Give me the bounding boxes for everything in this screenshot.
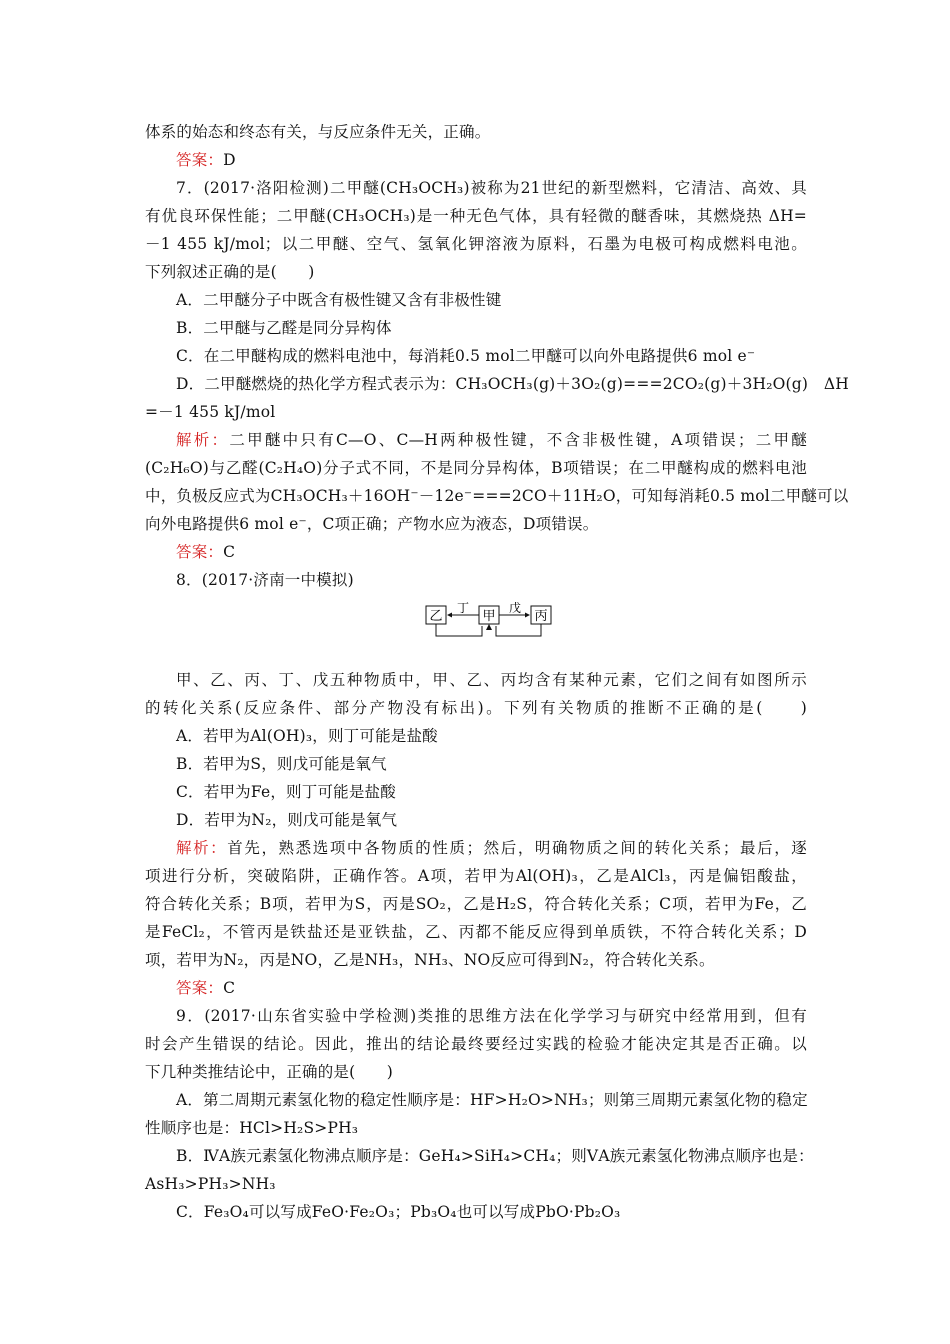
question-8-stem: 8．(2017·济南一中模拟) [176,571,354,589]
answer-line [176,978,235,998]
option-a: A．若甲为Al(OH)₃，则丁可能是盐酸 [176,727,438,745]
option-b: B．ⅣA族元素氢化物沸点顺序是：GeH₄>SiH₄>CH₄；则ⅤA族元素氢化物沸点顺序也是： [176,1147,814,1165]
explanation-text: 首先，熟悉选项中各物质的性质；然后，明确物质之间的转化关系；最后，逐 [227,839,807,857]
explanation-line [176,430,807,450]
text-line: 符合转化关系；B项，若甲为S，丙是SO₂，乙是H₂S，符合转化关系；C项，若甲为Fe，乙 [145,895,807,913]
text-line: 项进行分析，突破陷阱，正确作答。A项，若甲为Al(OH)₃，乙是AlCl₃，丙是偏铝酸盐， [145,867,807,885]
conversion-diagram [424,602,554,642]
answer-label: 答案： [176,151,224,169]
text-line: 甲、乙、丙、丁、戊五种物质中，甲、乙、丙均含有某种元素，它们之间有如图所示 [176,671,807,689]
arrowhead-yi [447,613,452,618]
text-line: AsH₃>PH₃>NH₃ [145,1175,276,1193]
text-line: 项，若甲为N₂，丙是NO，乙是NH₃，NH₃、NO反应可得到N₂，符合转化关系。 [145,951,715,969]
explanation-label: 解析： [176,839,228,857]
text-line: 的转化关系(反应条件、部分产物没有标出)。下列有关物质的推断不正确的是( ) [145,699,807,717]
arrow-yi-to-jia [436,624,482,636]
answer-label: 答案： [176,979,224,997]
arrow-bing-to-jia [496,624,541,636]
answer-label: 答案： [176,543,224,561]
option-a: A．二甲醚分子中既含有极性键又含有非极性键 [176,291,502,309]
explanation-line [176,838,807,858]
text-line: 是FeCl₂，不管丙是铁盐还是亚铁盐，乙、丙都不能反应得到单质铁，不符合转化关系；D [145,923,807,941]
answer-value: C [223,979,236,997]
box-bing-label: 丙 [534,609,548,624]
text-line: 有优良环保性能；二甲醚(CH₃OCH₃)是一种无色气体，具有轻微的醚香味，其燃烧热 ΔH= [145,207,807,225]
arrowhead-bing [525,613,530,618]
answer-line [176,542,235,562]
explanation-text: 二甲醚中只有C—O、C—H两种极性键，不含非极性键，A项错误；二甲醚 [229,431,807,449]
option-b: B．若甲为S，则戊可能是氧气 [176,755,387,773]
option-b: B．二甲醚与乙醛是同分异构体 [176,319,392,337]
text-line: 体系的始态和终态有关，与反应条件无关，正确。 [145,123,491,141]
option-c: C．在二甲醚构成的燃料电池中，每消耗0.5 mol二甲醚可以向外电路提供6 mol e⁻ [176,347,756,365]
option-c: C．Fe₃O₄可以写成FeO·Fe₂O₃；Pb₃O₄也可以写成PbO·Pb₂O₃ [176,1203,621,1221]
answer-value: D [223,151,236,169]
text-line: 下列叙述正确的是( ) [145,263,315,281]
text-line: 中，负极反应式为CH₃OCH₃＋16OH⁻－12e⁻===2CO＋11H₂O，可知每消耗0.5 mol二甲醚可以 [145,487,849,505]
box-yi-label: 乙 [429,609,443,624]
question-9-stem: 9．(2017·山东省实验中学检测)类推的思维方法在化学学习与研究中经常用到，但有 [176,1007,807,1025]
label-wu: 戊 [508,602,522,615]
text-line: 向外电路提供6 mol e⁻，C项正确；产物水应为液态，D项错误。 [145,515,599,533]
question-7-stem: 7．(2017·洛阳检测)二甲醚(CH₃OCH₃)被称为21世纪的新型燃料，它清洁、高效、具 [176,179,807,197]
text-line: (C₂H₆O)与乙醛(C₂H₄O)分子式不同，不是同分异构体，B项错误；在二甲醚构成的燃料电池 [145,459,807,477]
text-line: 下几种类推结论中，正确的是( ) [145,1063,393,1081]
arrowhead-jia [486,624,492,630]
option-c: C．若甲为Fe，则丁可能是盐酸 [176,783,396,801]
text-line: 时会产生错误的结论。因此，推出的结论最终要经过实践的检验才能决定其是否正确。以 [145,1035,807,1053]
option-d: D．二甲醚燃烧的热化学方程式表示为：CH₃OCH₃(g)＋3O₂(g)===2CO₂(g)＋3H₂O(g) ΔH [176,375,849,393]
text-line: 性顺序也是：HCl>H₂S>PH₃ [145,1119,359,1137]
option-d: D．若甲为N₂，则戊可能是氧气 [176,811,398,829]
answer-value: C [223,543,236,561]
explanation-label: 解析： [176,431,230,449]
option-a: A．第二周期元素氢化物的稳定性顺序是：HF>H₂O>NH₃；则第三周期元素氢化物的稳定 [176,1091,808,1109]
text-line: =－1 455 kJ/mol [145,403,276,421]
text-line: －1 455 kJ/mol；以二甲醚、空气、氢氧化钾溶液为原料，石墨为电极可构成燃料电池。 [145,235,807,253]
answer-line [176,150,236,170]
label-ding: 丁 [456,602,470,615]
box-jia-label: 甲 [482,609,496,624]
